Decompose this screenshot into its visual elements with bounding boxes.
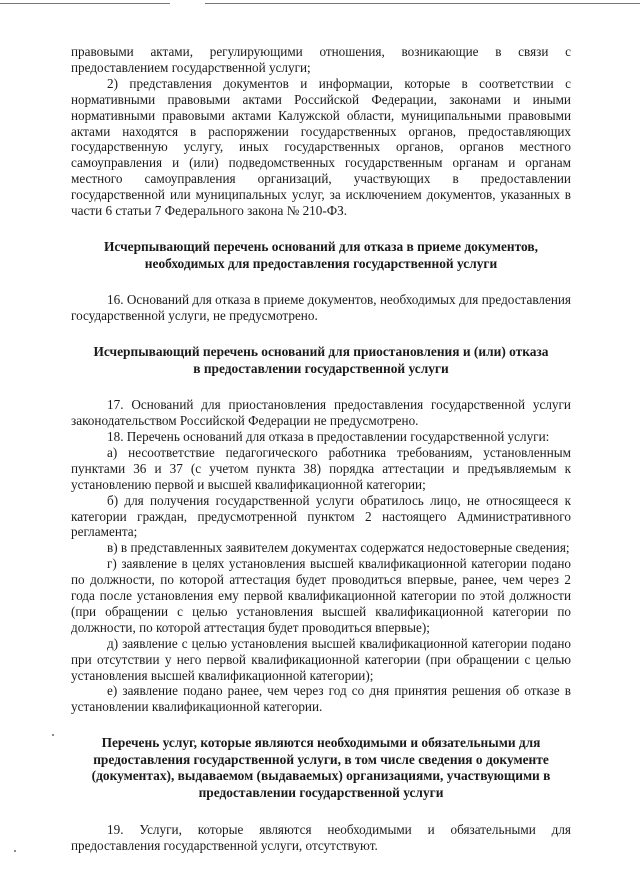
continuation-paragraph: правовыми актами, регулирующими отношения, возникающие в связи с предоставлением государственной услуги; [71, 44, 571, 75]
paragraph-18-b: б) для получения государственной услуги обратилось лицо, не относящееся к категории граждан, предусмотренной пунктом 2 настоящего Административного регламента; [71, 492, 571, 540]
section-heading-suspension-refusal: Исчерпывающий перечень оснований для приостановления и (или) отказа в предоставлении государственной услуги [93, 343, 549, 376]
paragraph-18-c: в) в представленных заявителем документах содержатся недостоверные сведения; [107, 540, 570, 556]
document-page [71, 44, 571, 853]
paragraph-17: 17. Оснований для приостановления предоставления государственной услуги законодательством Российской Федерации не предусмотрено. [71, 397, 571, 429]
paragraph-16: 16. Оснований для отказа в приеме документов, необходимых для предоставления государственной услуги, не предусмотрено. [71, 292, 571, 324]
paragraph-18: 18. Перечень оснований для отказа в предоставлении государственной услуги: [107, 428, 550, 444]
spacer [71, 377, 571, 397]
scan-speck [52, 734, 54, 736]
paragraph-18-a: а) несоответствие педагогического работника требованиям, установленным пунктами 36 и 37 (с учетом пункта 38) порядка аттестации и предъявляемым к установлению первой и высшей квалификационной категории; [71, 444, 571, 492]
paragraph-18-f: е) заявление подано ранее, чем через год со дня принятия решения об отказе в установлении квалификационной категории. [71, 683, 571, 715]
scan-edge-line-right [205, 3, 640, 4]
spacer [71, 802, 571, 822]
item-2-paragraph: 2) представления документов и информации, которые в соответствии с нормативными правовыми актами Российской Федерации, законами и иными нормативными правовыми актами Калужской области, муниципальными правовыми актами находятся в распоряжении государственных органов, предоставляющих государственную услугу, иных государственных органов, органов местного самоуправления и (или) подведомственных государственным органам и органам местного самоуправления организаций, участвующих в предоставлении государственной или муниципальных услуг, за исключением документов, указанных в части 6 статьи 7 Федерального закона № 210-ФЗ. [71, 75, 571, 219]
spacer [71, 219, 571, 239]
spacer [71, 715, 571, 735]
paragraph-18-e: д) заявление с целью установления высшей квалификационной категории подано при отсутствии у него первой квалификационной категории (при обращении с целью установления высшей квалификационной категории); [71, 635, 571, 683]
section-heading-required-services: Перечень услуг, которые являются необходимыми и обязательными для предоставления государственной услуги, в том числе сведения о документе (документах), выдаваемом (выдаваемых) организациями, участвующими в предоставлении государственной услуги [91, 735, 551, 801]
scan-speck [14, 850, 16, 852]
paragraph-19: 19. Услуги, которые являются необходимыми и обязательными для предоставления государственной услуги, отсутствуют. [71, 821, 571, 853]
scan-edge-line-left [0, 3, 170, 4]
section-heading-refusal-to-accept: Исчерпывающий перечень оснований для отказа в приеме документов, необходимых для предоставления государственной услуги [104, 238, 538, 271]
paragraph-18-d: г) заявление в целях установления высшей квалификационной категории подано по должности, по которой аттестация будет проводиться впервые, ранее, чем через 2 года после установления ему первой квалификационной категории по этой должности (при обращении с целью установления высшей квалификационной категории по должности, по которой аттестация будет проводиться впервые); [71, 556, 571, 635]
spacer [71, 272, 571, 292]
spacer [71, 324, 571, 344]
